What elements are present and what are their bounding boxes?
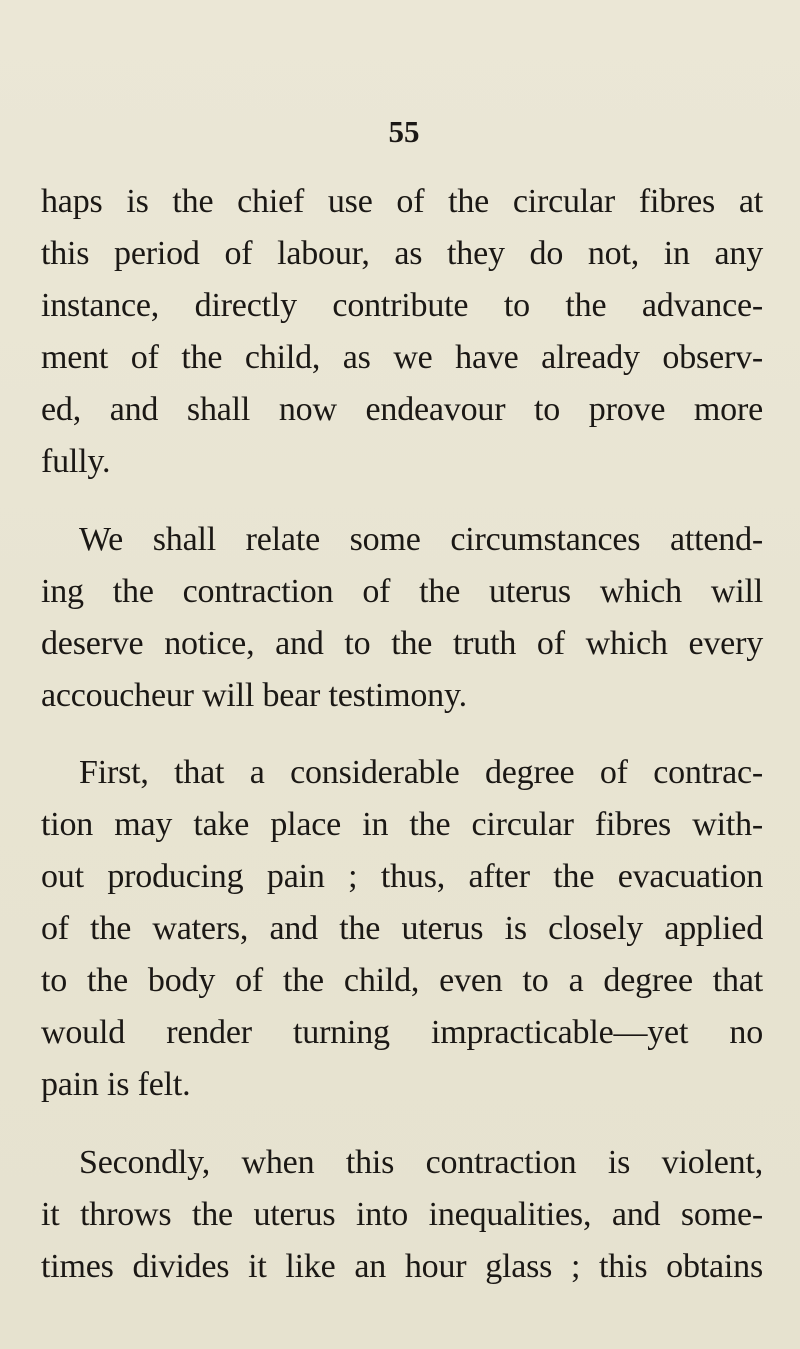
text-line: pain is felt.: [41, 1066, 191, 1103]
text-line: would render turning impracticable—yet no: [41, 1014, 763, 1051]
text-line: to the body of the child, even to a degree that: [41, 962, 763, 999]
text-line: out producing pain ; thus, after the evacuation: [41, 858, 763, 895]
text-line: haps is the chief use of the circular fibres at: [41, 183, 763, 220]
text-line: it throws the uterus into inequalities, and some-: [41, 1196, 763, 1233]
text-line: instance, directly contribute to the advance-: [41, 287, 763, 324]
page-number: 55: [388, 114, 420, 149]
text-line: We shall relate some circumstances attend-: [79, 521, 763, 558]
text-line: tion may take place in the circular fibres with-: [41, 806, 763, 843]
text-line: ment of the child, as we have already observ-: [41, 339, 763, 376]
text-line: First, that a considerable degree of contrac-: [79, 754, 763, 791]
text-line: fully.: [41, 443, 111, 480]
text-line: ing the contraction of the uterus which will: [41, 573, 763, 610]
text-line: ed, and shall now endeavour to prove more: [41, 391, 763, 428]
text-line: this period of labour, as they do not, in any: [41, 235, 763, 272]
text-line: deserve notice, and to the truth of which every: [41, 625, 763, 662]
text-line: of the waters, and the uterus is closely applied: [41, 910, 763, 947]
text-line: Secondly, when this contraction is violent,: [79, 1144, 763, 1181]
text-line: accoucheur will bear testimony.: [41, 677, 467, 714]
text-line: times divides it like an hour glass ; this obtains: [41, 1248, 763, 1285]
